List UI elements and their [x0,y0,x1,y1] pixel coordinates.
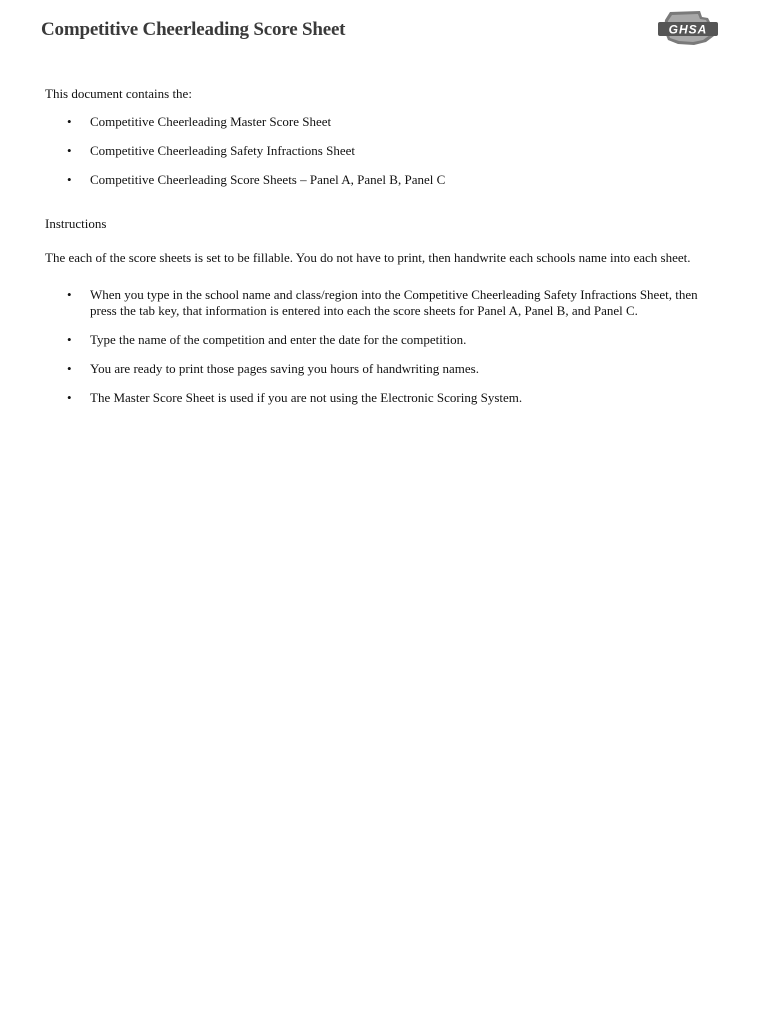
bullet-icon: • [67,390,72,405]
contents-list [45,114,725,201]
bullet-icon: • [67,361,72,376]
list-item [45,143,725,159]
intro-text: This document contains the: [45,86,192,101]
list-item-text: You are ready to print those pages saving you hours of handwriting names. [90,361,479,376]
list-item [45,114,725,130]
list-item-text: Competitive Cheerleading Master Score Sheet [90,114,332,129]
list-item-text: Competitive Cheerleading Safety Infractions Sheet [90,143,355,158]
bullet-icon: • [67,143,72,158]
ghsa-logo-icon [656,8,720,48]
list-item [45,361,725,377]
page-title: Competitive Cheerleading Score Sheet [41,19,346,40]
bullet-icon: • [67,114,72,129]
list-item-text: When you type in the school name and class/region into the Competitive Cheerleading Safety Infractions Sheet, then press the tab key, that information is entered into each the score sheets for Panel A, Panel B, and Panel C. [90,287,698,318]
ghsa-logo [656,8,720,48]
list-item-text: Competitive Cheerleading Score Sheets – Panel A, Panel B, Panel C [90,172,446,187]
list-item [45,390,725,406]
bullet-icon: • [67,172,72,187]
instructions-heading: Instructions [45,216,107,231]
list-item [45,332,725,348]
list-item [45,172,725,188]
list-item-text: The Master Score Sheet is used if you are not using the Electronic Scoring System. [90,390,523,405]
instructions-list [45,287,725,419]
list-item-text: Type the name of the competition and enter the date for the competition. [90,332,467,347]
bullet-icon: • [67,332,72,347]
svg-text:GHSA: GHSA [668,22,708,37]
list-item [45,287,725,319]
instructions-paragraph: The each of the score sheets is set to be fillable. You do not have to print, then handwrite each schools name into each sheet. [45,250,691,265]
bullet-icon: • [67,287,72,302]
